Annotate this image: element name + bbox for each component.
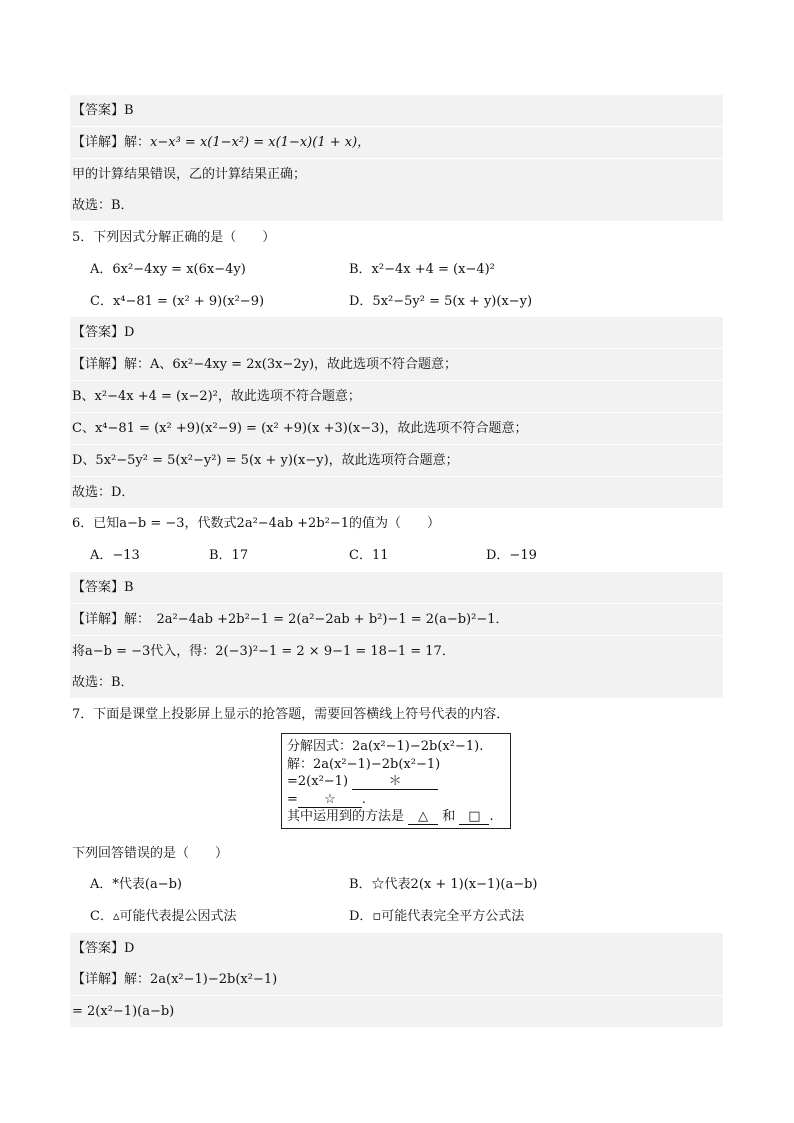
q7-star2-blank: ☆ xyxy=(298,793,362,808)
q6-stem: 6．已知a−b = −3，代数式2a²−4ab +2b²−1的值为（ ） xyxy=(72,516,441,531)
q5-answer: 【答案】D xyxy=(70,317,723,348)
q7-box-line5-suffix: . xyxy=(489,809,494,824)
q6-option-a: A．−13 xyxy=(90,548,140,563)
q7-option-a: A．*代表(a−b) xyxy=(90,877,182,892)
q7-option-b: B．☆代表2(x + 1)(x−1)(a−b) xyxy=(349,877,538,892)
q7-triangle-blank: △ xyxy=(408,810,438,825)
q7-box-line5 xyxy=(287,808,505,826)
q7-detail-2: = 2(x²−1)(a−b) xyxy=(70,996,723,1027)
q5-option-c: C．x⁴−81 = (x² + 9)(x²−9) xyxy=(90,294,265,309)
q7-star-blank: ＊ xyxy=(352,775,438,790)
q7-option-d: D．▫可能代表完全平方公式法 xyxy=(349,909,525,924)
q7-box-line4-suffix: . xyxy=(361,791,367,807)
q5-conclusion: 故选：D． xyxy=(70,477,723,508)
q6-answer: 【答案】B xyxy=(70,572,723,603)
q5-option-d: D．5x²−5y² = 5(x + y)(x−y) xyxy=(349,294,533,309)
q7-option-c: C．▵可能代表提公因式法 xyxy=(90,909,237,924)
q7-box-line3-prefix: =2(x²−1) xyxy=(287,774,349,789)
q4-detail-line2: 甲的计算结果错误，乙的计算结果正确； xyxy=(70,159,723,190)
q5-option-a: A．6x²−4xy = x(6x−4y) xyxy=(90,262,246,277)
q5-option-b: B．x²−4x +4 = (x−4)² xyxy=(349,262,495,277)
q7-detail-1: 【详解】解：2a(x²−1)−2b(x²−1) xyxy=(70,964,723,995)
q7-box-line3 xyxy=(287,773,505,791)
q5-detail-b: B、x²−4x +4 = (x−2)²，故此选项不符合题意； xyxy=(70,381,723,412)
q7-box-line4 xyxy=(287,791,505,809)
q6-detail-1: 【详解】解： 2a²−4ab +2b²−1 = 2(a²−2ab + b²)−1 = 2(a−b)²−1． xyxy=(70,604,723,635)
q7-question: 下列回答错误的是（ ） xyxy=(72,846,229,861)
q4-detail xyxy=(70,127,723,158)
q4-answer: 【答案】B xyxy=(70,95,723,126)
q5-detail-d: D、5x²−5y² = 5(x²−y²) = 5(x + y)(x−y)，故此选项符合题意； xyxy=(70,445,723,476)
q7-box-line4-prefix: = xyxy=(287,791,298,807)
q7-square-blank: □ xyxy=(459,810,489,825)
q6-detail-2: 将a−b = −3代入，得：2(−3)²−1 = 2 × 9−1 = 18−1 = 17． xyxy=(70,636,723,667)
q7-box-and: 和 xyxy=(442,809,456,824)
q6-option-c: C．11 xyxy=(349,548,389,563)
q4-detail-expr: x−x³ = x(1−x²) = x(1−x)(1 + x)， xyxy=(150,135,371,150)
q6-conclusion: 故选：B． xyxy=(70,667,723,698)
q7-answer: 【答案】D xyxy=(70,933,723,964)
q7-box-line2: 解：2a(x²−1)−2b(x²−1) xyxy=(287,756,441,772)
q6-option-b: B．17 xyxy=(209,548,249,563)
q7-stem: 7．下面是课堂上投影屏上显示的抢答题，需要回答横线上符号代表的内容． xyxy=(72,707,510,722)
q4-conclusion: 故选：B． xyxy=(70,190,723,221)
q7-projection-box xyxy=(281,733,511,829)
q5-detail-a: 【详解】解：A、6x²−4xy = 2x(3x−2y)，故此选项不符合题意； xyxy=(70,349,723,380)
q5-detail-c: C、x⁴−81 = (x² +9)(x²−9) = (x² +9)(x +3)(x−3)，故此选项不符合题意； xyxy=(70,413,723,444)
q5-stem: 5．下列因式分解正确的是（ ） xyxy=(72,230,276,245)
q4-detail-prefix: 【详解】解： xyxy=(72,135,151,150)
q7-box-line5-prefix: 其中运用到的方法是 xyxy=(287,809,405,824)
q7-box-line1: 分解因式：2a(x²−1)−2b(x²−1). xyxy=(287,739,484,754)
q6-option-d: D．−19 xyxy=(486,548,537,563)
